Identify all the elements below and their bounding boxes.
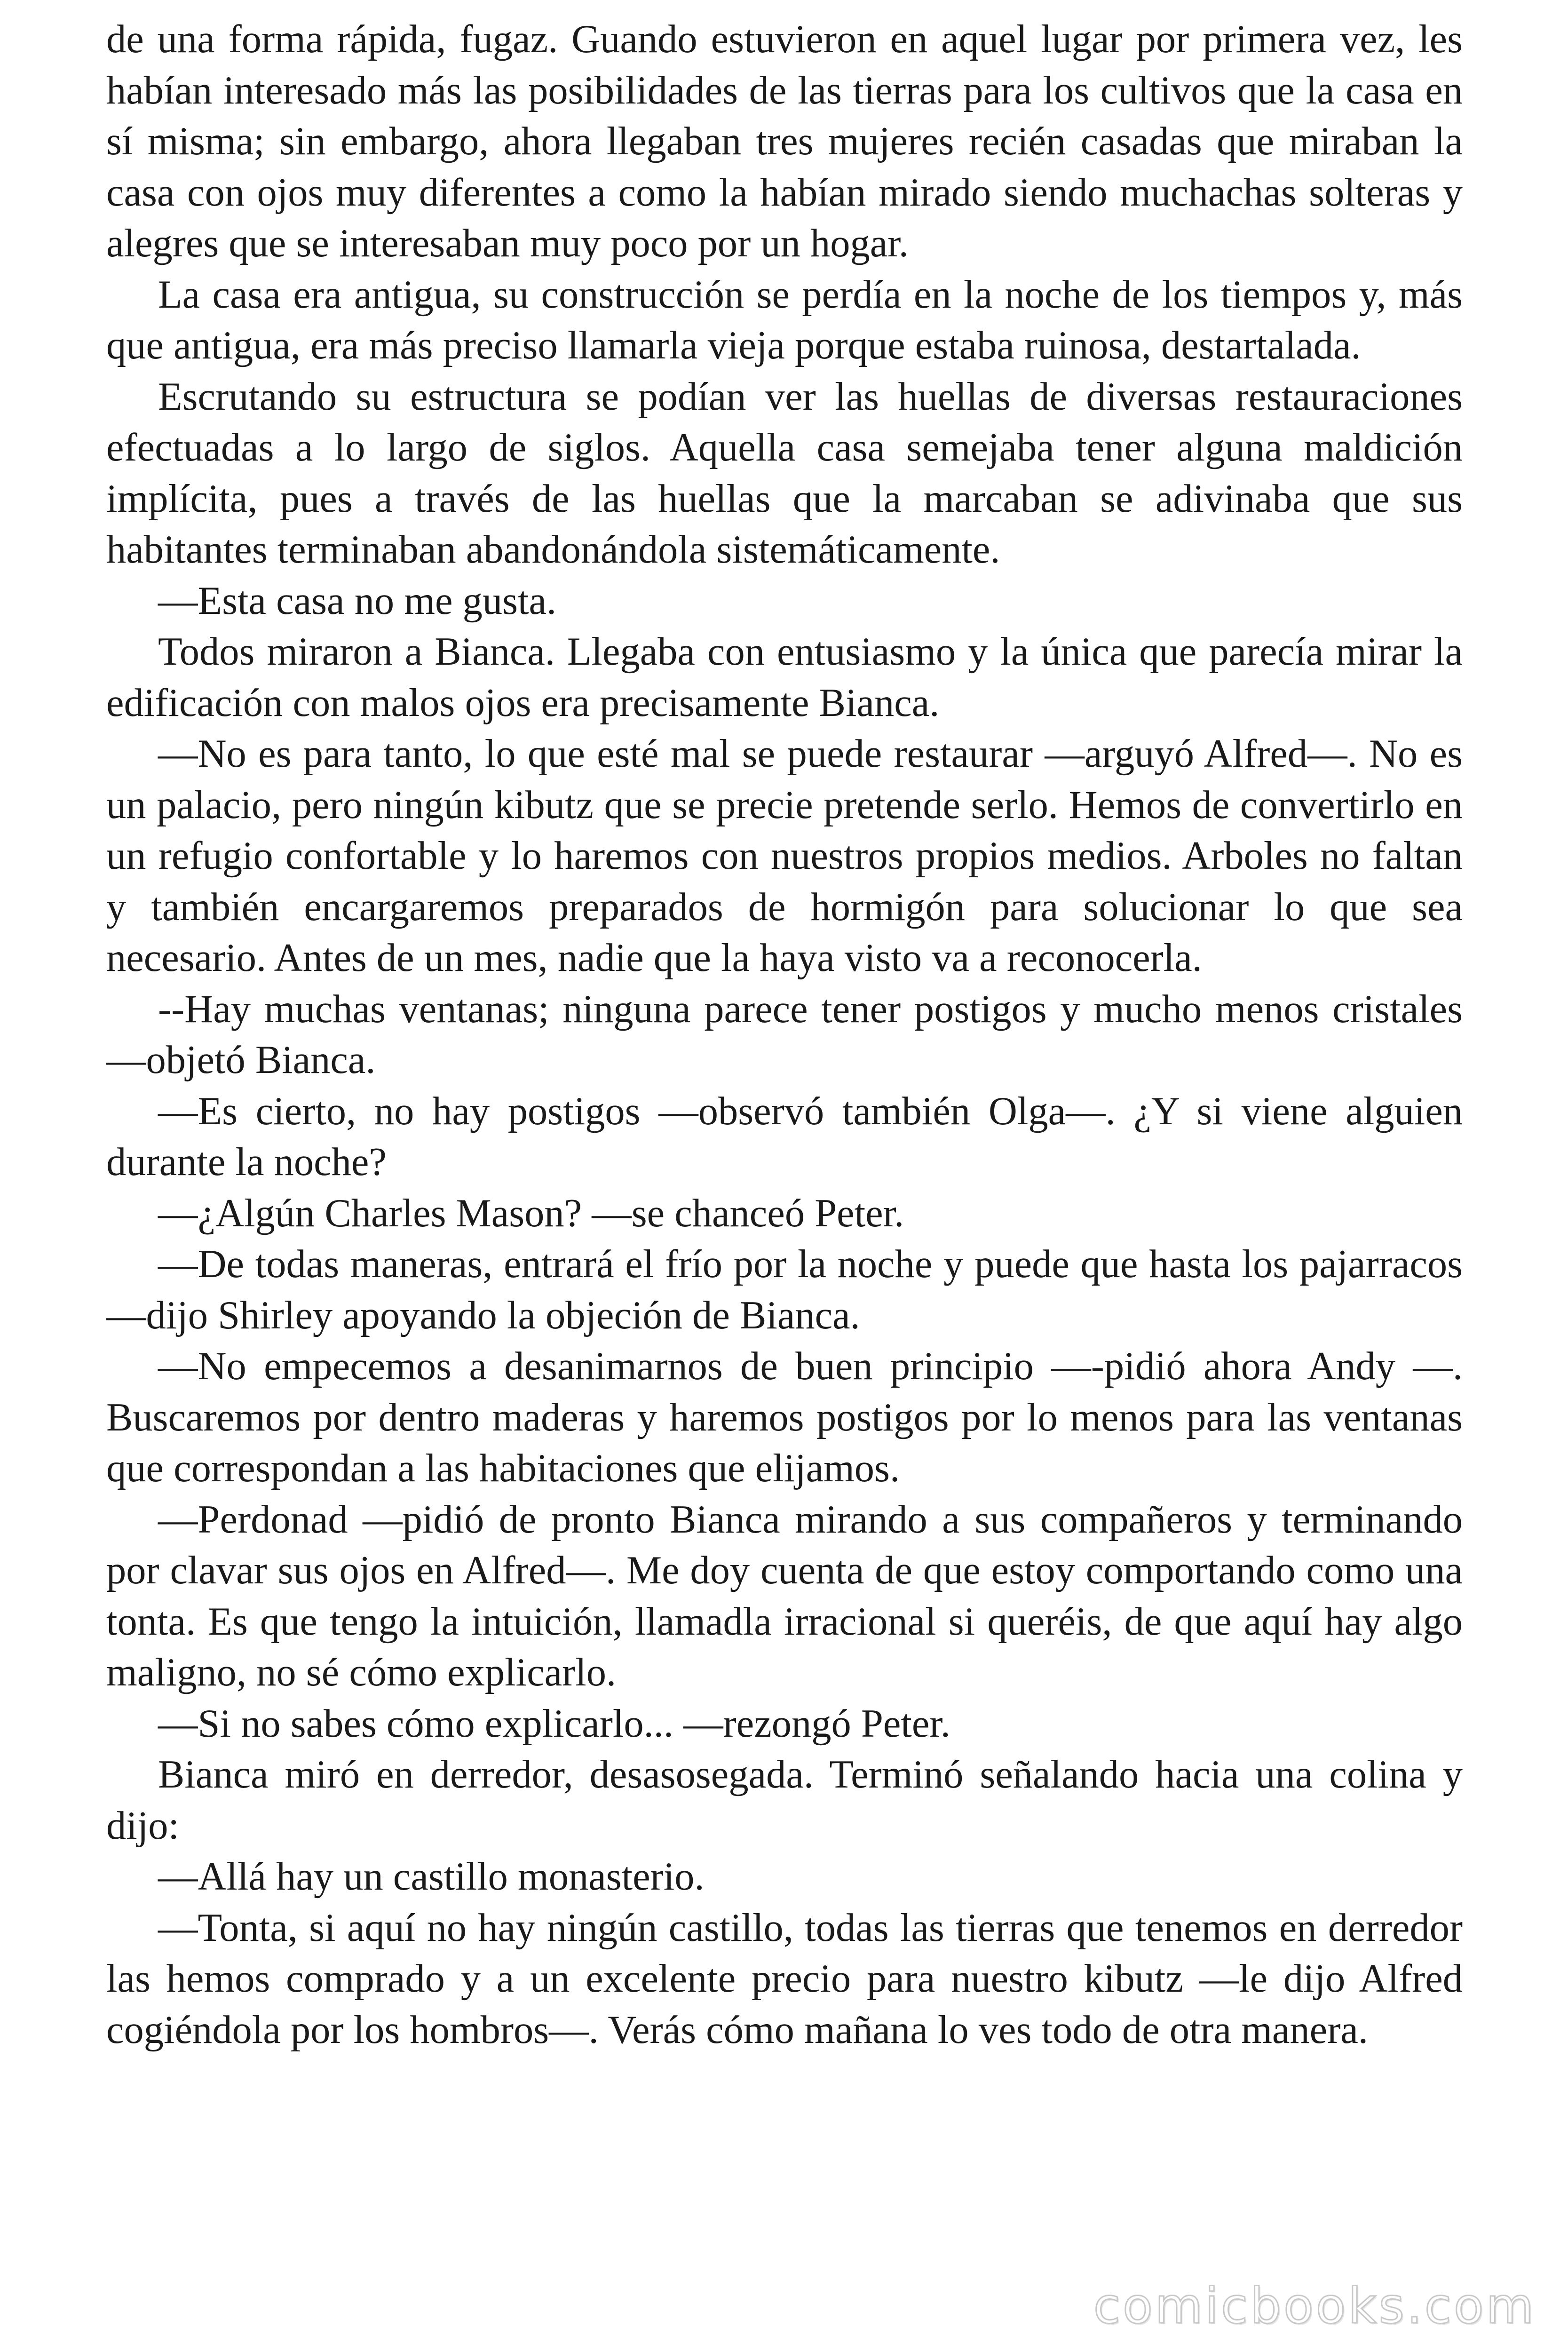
paragraph: —De todas maneras, entrará el frío por la noche y puede que hasta los pajarracos —dijo Shirley apoyando la objeción de Bianca. <box>106 1242 1463 1337</box>
paragraph: Bianca miró en derredor, desasosegada. Terminó señalando hacia una colina y dijo: <box>106 1753 1463 1848</box>
paragraph: —Tonta, si aquí no hay ningún castillo, todas las tierras que tenemos en derredor las hemos comprado y a un excelente precio para nuestro kibutz —le dijo Alfred cogiéndola por los hombros—. Verás cómo mañana lo ves todo de otra manera. <box>106 1906 1463 2052</box>
paragraph: —No es para tanto, lo que esté mal se puede restaurar —arguyó Alfred—. No es un palacio, pero ningún kibutz que se precie pretende serlo. Hemos de convertirlo en un refugio confortable y lo haremos con nuestros propios medios. Arboles no faltan y también encargaremos preparados de hormigón para solucionar lo que sea necesario. Antes de un mes, nadie que la haya visto va a reconocerla. <box>106 732 1463 980</box>
paragraph: —Es cierto, no hay postigos —observó también Olga—. ¿Y si viene alguien durante la noche? <box>106 1089 1463 1184</box>
paragraph: —Allá hay un castillo monasterio. <box>158 1855 705 1899</box>
watermark: comicbooks.com <box>1093 2277 1536 2335</box>
paragraph: La casa era antigua, su construcción se perdía en la noche de los tiempos y, más que antigua, era más preciso llamarla vieja porque estaba ruinosa, destartalada. <box>106 272 1463 367</box>
paragraph: —¿Algún Charles Mason? —se chanceó Peter. <box>158 1191 904 1235</box>
paragraph: Todos miraron a Bianca. Llegaba con entusiasmo y la única que parecía mirar la edificación con malos ojos era precisamente Bianca. <box>106 630 1463 725</box>
paragraph: —Esta casa no me gusta. <box>158 579 557 623</box>
paragraph: de una forma rápida, fugaz. Guando estuvieron en aquel lugar por primera vez, les habían interesado más las posibilidades de las tierras para los cultivos que la casa en sí misma; sin embargo, ahora llegaban tres mujeres recién casadas que miraban la casa con ojos muy diferentes a como la habían mirado siendo muchachas solteras y alegres que se interesaban muy poco por un hogar. <box>106 17 1463 265</box>
document-body <box>106 14 1463 2056</box>
paragraph: —No empecemos a desanimarnos de buen principio —-pidió ahora Andy —. Buscaremos por dentro maderas y haremos postigos por lo menos para las ventanas que correspondan a las habitaciones que elijamos. <box>106 1344 1463 1490</box>
paragraph: Escrutando su estructura se podían ver las huellas de diversas restauraciones efectuadas a lo largo de siglos. Aquella casa semejaba tener alguna maldición implícita, pues a través de las huellas que la marcaban se adivinaba que sus habitantes terminaban abandonándola sistemáticamente. <box>106 374 1463 572</box>
paragraph: —Perdonad —pidió de pronto Bianca mirando a sus compañeros y terminando por clavar sus ojos en Alfred—. Me doy cuenta de que estoy comportando como una tonta. Es que tengo la intuición, llamadla irracional si queréis, de que aquí hay algo maligno, no sé cómo explicarlo. <box>106 1497 1463 1694</box>
paragraph: --Hay muchas ventanas; ninguna parece tener postigos y mucho menos cristales —objetó Bianca. <box>106 987 1463 1082</box>
paragraph: —Si no sabes cómo explicarlo... —rezongó Peter. <box>158 1701 950 1746</box>
